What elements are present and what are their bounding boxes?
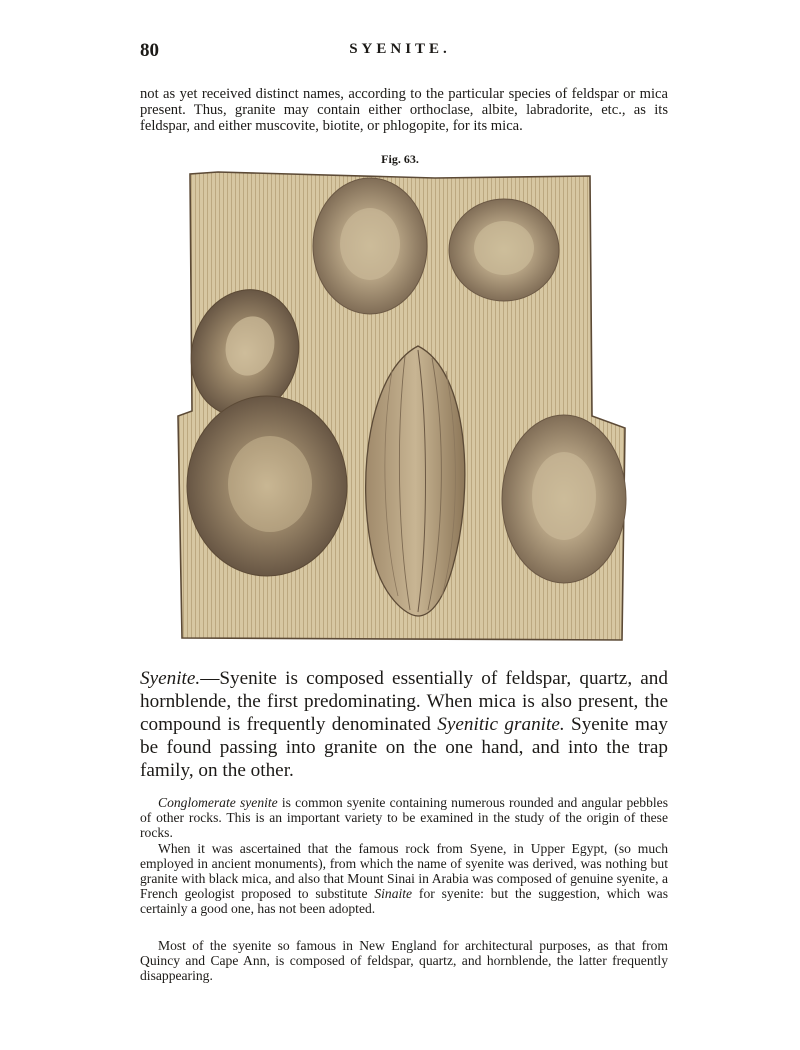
new-england-text: Most of the syenite so famous in New England for architectural purposes, as that from Quincy and Cape Ann, is composed of feldspar, quartz, and hornblende, the latter frequently disappearing. bbox=[140, 938, 668, 983]
new-england-paragraph bbox=[140, 938, 668, 983]
figure-caption: Fig. 63. bbox=[381, 152, 419, 166]
running-head: SYENITE. bbox=[349, 41, 451, 57]
sinaite-term: Sinaite bbox=[374, 886, 413, 901]
syene-text-1: When it was ascertained that the famous rock from Syene, in Upper Egypt, (so much employed in ancient monuments), from which the name of syenite was derived, was nothing but granite with black mica, and also that Mount Sinai in Arabia was composed of genuine syenite, a French geologist proposed to substitute bbox=[140, 841, 668, 901]
syenite-text-1: —Syenite is composed essentially of feldspar, quartz, and hornblende, the first predominating. When mica is also present, the compound is frequently denominated bbox=[140, 668, 668, 735]
syenite-paragraph bbox=[140, 667, 668, 782]
page-number: 80 bbox=[140, 40, 159, 61]
syenite-text-2: Syenite may be found passing into granite on the one hand, and into the trap family, on the other. bbox=[140, 714, 668, 781]
conglomerate-term: Conglomerate syenite bbox=[158, 795, 278, 810]
syenite-lead-term: Syenite. bbox=[140, 668, 201, 689]
figure-illustration bbox=[170, 166, 630, 646]
syene-text-2: for syenite: but the suggestion, which was certainly a good one, has not been adopted. bbox=[140, 886, 669, 916]
conglomerate-paragraph bbox=[140, 795, 668, 840]
page-header bbox=[140, 40, 660, 64]
intro-paragraph: not as yet received distinct names, according to the particular species of feldspar or mica present. Thus, granite may contain either orthoclase, albite, labradorite, etc., as its feldspar, and either muscovite, biotite, or phlogopite, for its mica. bbox=[140, 86, 668, 134]
conglomerate-text: is common syenite containing numerous rounded and angular pebbles of other rocks. This is an important variety to be examined in the study of the origin of these rocks. bbox=[140, 795, 669, 840]
syenitic-granite-term: Syenitic granite. bbox=[437, 714, 565, 735]
syene-paragraph bbox=[140, 841, 668, 916]
